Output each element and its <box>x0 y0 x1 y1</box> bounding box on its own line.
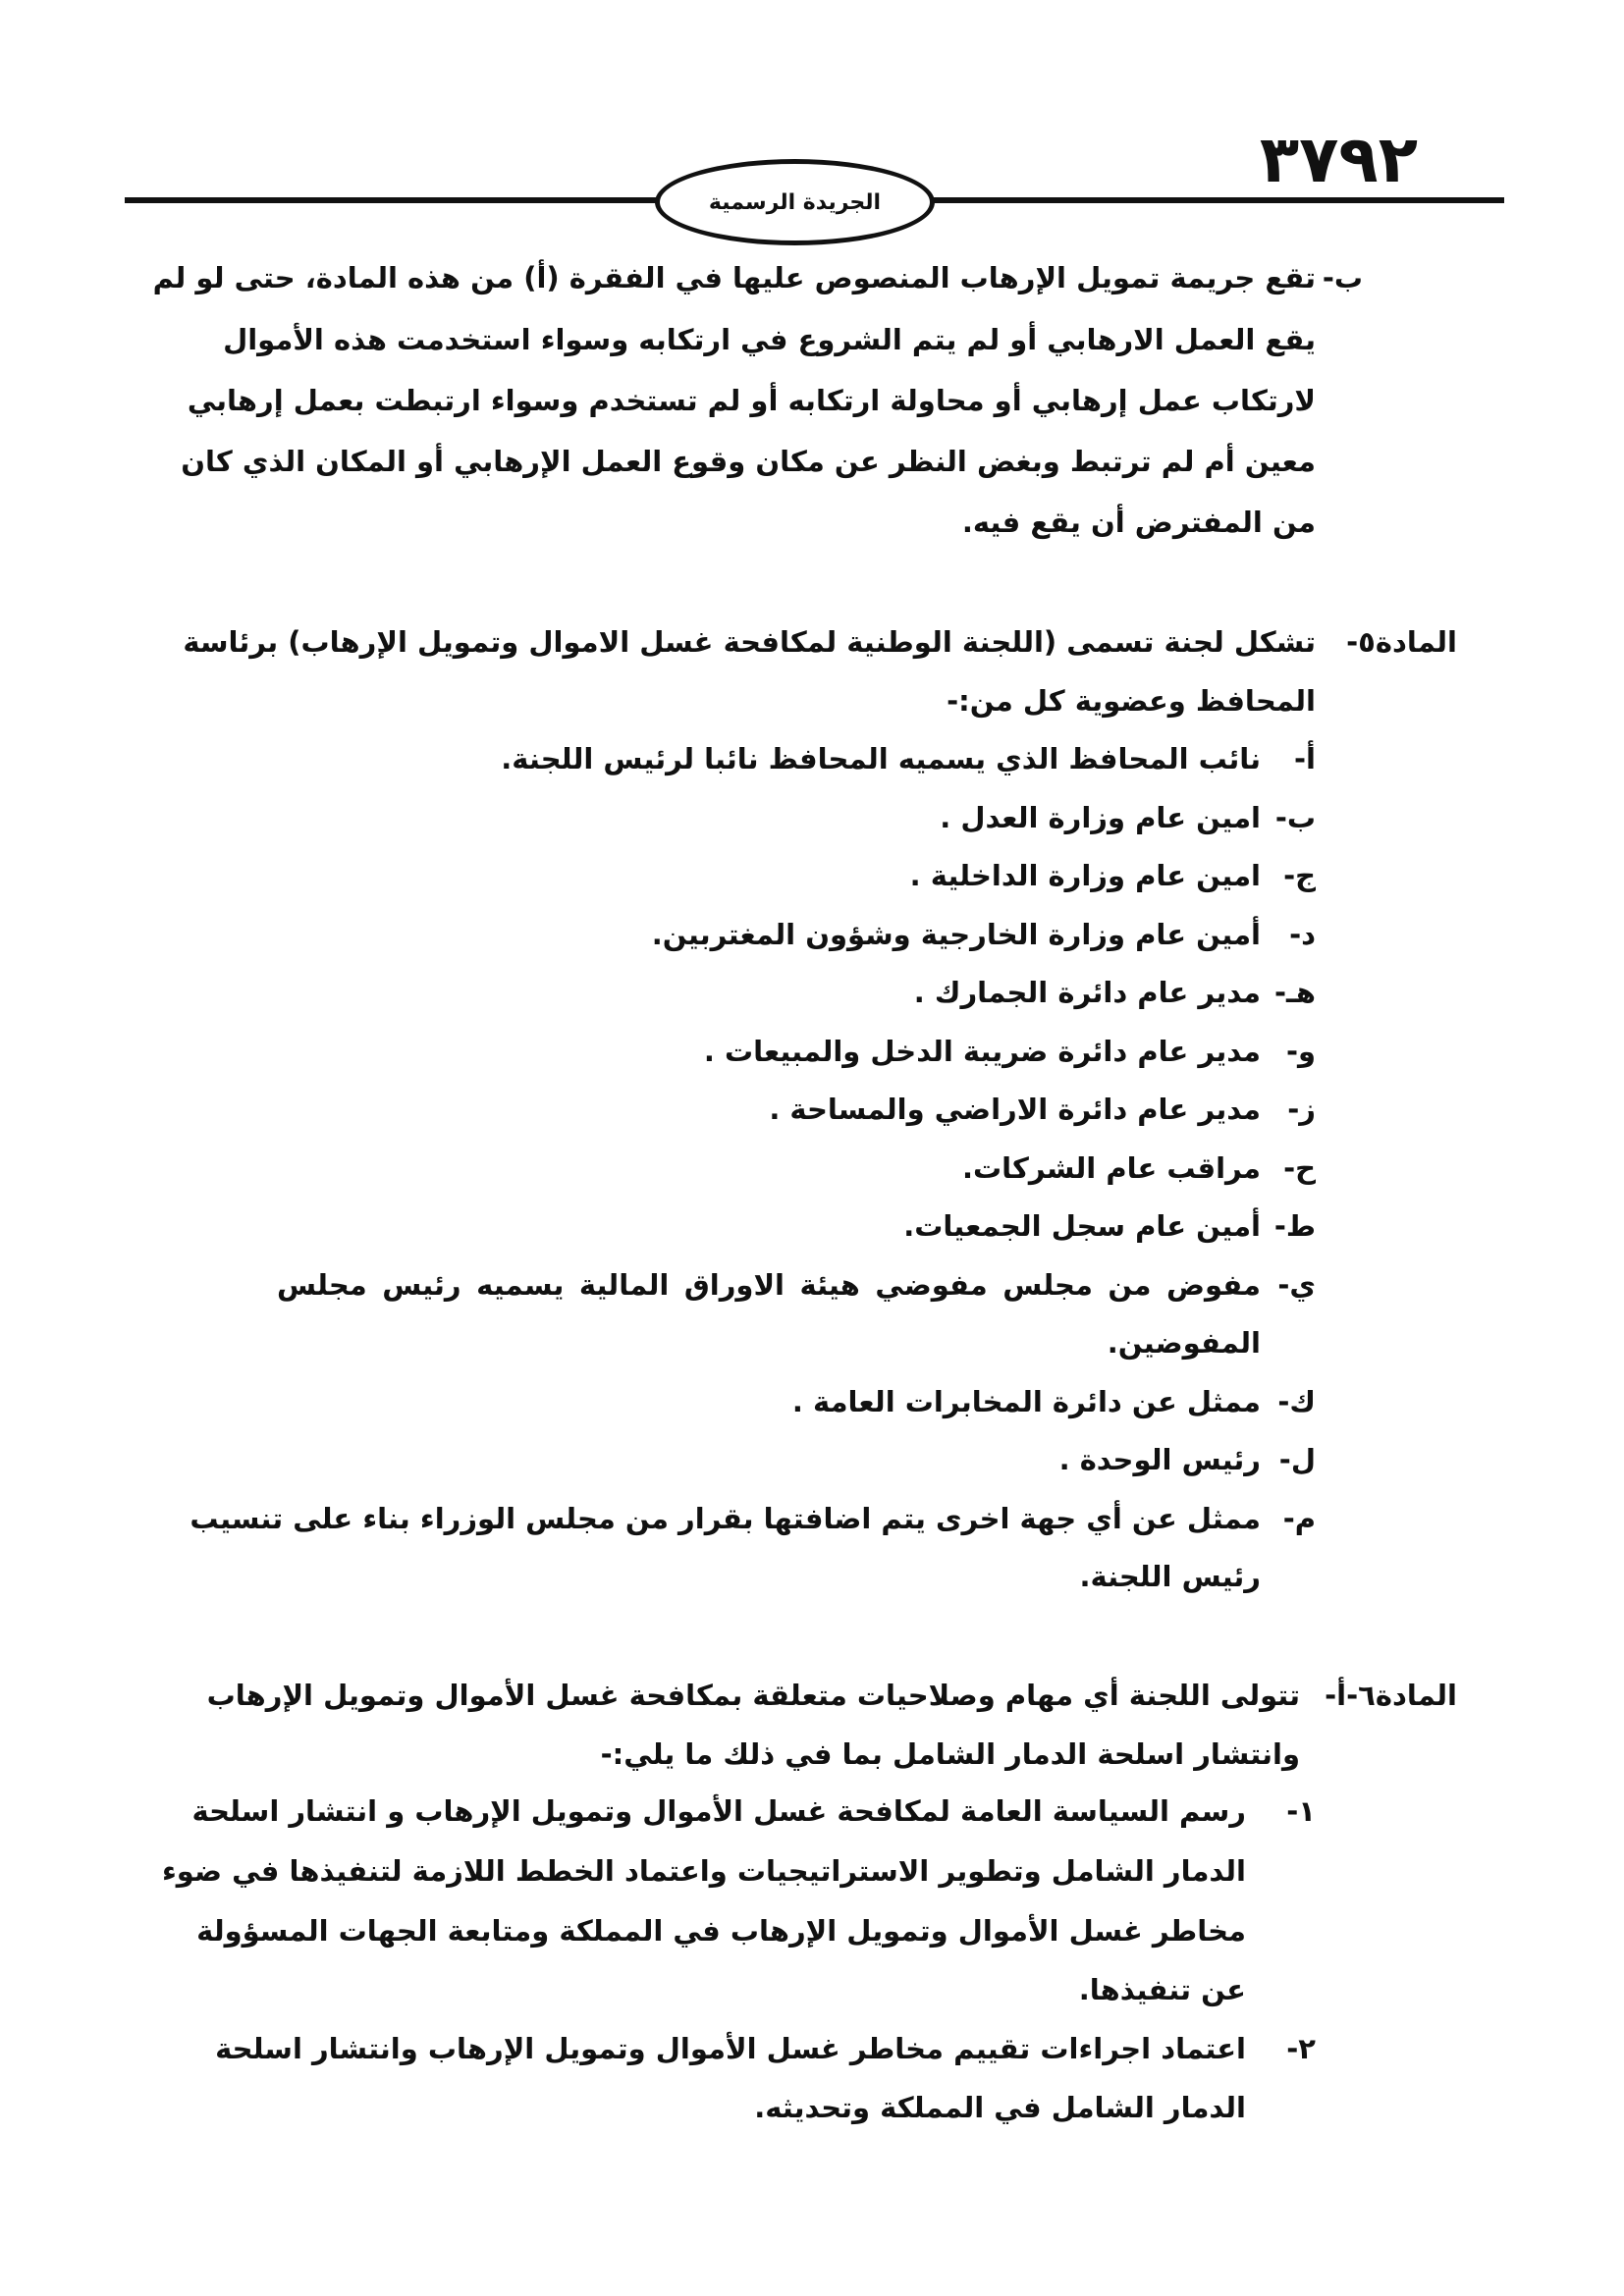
member-marker: هـ- <box>1273 976 1316 1009</box>
article-6-line: تتولى اللجنة أي مهام وصلاحيات متعلقة بمكافحة غسل الأموال وتمويل الإرهاب <box>206 1679 1300 1712</box>
clause-b-line: يقع العمل الارهابي أو لم يتم الشروع في ارتكابه وسواء استخدمت هذه الأموال <box>223 323 1316 356</box>
member-text: أمين عام سجل الجمعيات. <box>903 1209 1261 1243</box>
article-5-heading: المادة٥- <box>1346 625 1457 659</box>
item-marker: ١- <box>1286 1794 1316 1828</box>
clause-b-line: تقع جريمة تمويل الإرهاب المنصوص عليها في الفقرة (أ) من هذه المادة، حتى لو لم <box>152 261 1316 294</box>
member-marker: ي- <box>1277 1268 1316 1302</box>
clause-b-line: معين أم لم ترتبط وبغض النظر عن مكان وقوع العمل الإرهابي أو المكان الذي كان <box>181 445 1316 478</box>
member-marker: د- <box>1289 918 1316 951</box>
gazette-title: الجريدة الرسمية <box>708 189 882 215</box>
member-text: رئيس اللجنة. <box>1079 1560 1261 1593</box>
member-text: أمين عام وزارة الخارجية وشؤون المغتربين. <box>651 918 1261 951</box>
article-5-line: تشكل لجنة تسمى (اللجنة الوطنية لمكافحة غسل الاموال وتمويل الإرهاب) برئاسة <box>183 625 1316 659</box>
member-text: مدير عام دائرة الاراضي والمساحة . <box>769 1093 1261 1126</box>
clause-b-line: لارتكاب عمل إرهابي أو محاولة ارتكابه أو لم تستخدم وسواء ارتبطت بعمل إرهابي <box>187 384 1316 417</box>
member-marker: ح- <box>1283 1151 1316 1185</box>
article-6-line: وانتشار اسلحة الدمار الشامل بما في ذلك ما يلي:- <box>600 1737 1300 1771</box>
item-text: مخاطر غسل الأموال وتمويل الإرهاب في المملكة ومتابعة الجهات المسؤولة <box>196 1914 1246 1948</box>
item-text: رسم السياسة العامة لمكافحة غسل الأموال وتمويل الإرهاب و انتشار اسلحة <box>191 1794 1246 1828</box>
member-marker: أ- <box>1294 742 1316 775</box>
member-marker: ط- <box>1273 1209 1316 1243</box>
member-marker: م- <box>1282 1502 1316 1535</box>
member-text: مفوض من مجلس مفوضي هيئة الاوراق المالية يسميه رئيس مجلس <box>277 1268 1261 1302</box>
member-text: ممثل عن دائرة المخابرات العامة . <box>791 1385 1261 1418</box>
item-marker: ٢- <box>1286 2032 1316 2065</box>
member-text: مراقب عام الشركات. <box>961 1151 1261 1185</box>
member-marker: ج- <box>1283 859 1316 892</box>
member-text: مدير عام دائرة الجمارك . <box>913 976 1261 1009</box>
member-text: نائب المحافظ الذي يسميه المحافظ نائبا لرئيس اللجنة. <box>501 742 1261 775</box>
clause-b-marker: ب- <box>1322 261 1363 294</box>
item-text: عن تنفيذها. <box>1078 1973 1246 2006</box>
member-text: المفوضين. <box>1107 1326 1261 1360</box>
member-text: ممثل عن أي جهة اخرى يتم اضافتها بقرار من مجلس الوزراء بناء على تنسيب <box>189 1502 1261 1535</box>
member-marker: ز- <box>1287 1093 1316 1126</box>
clause-b-line: من المفترض أن يقع فيه. <box>961 506 1316 539</box>
member-marker: ب- <box>1274 801 1316 834</box>
member-text: امين عام وزارة الداخلية . <box>909 859 1261 892</box>
member-marker: ك- <box>1277 1385 1316 1418</box>
article-5-line: المحافظ وعضوية كل من:- <box>947 684 1316 718</box>
member-text: رئيس الوحدة . <box>1058 1443 1261 1476</box>
member-marker: ل- <box>1278 1443 1316 1476</box>
item-text: الدمار الشامل في المملكة وتحديثه. <box>754 2091 1246 2124</box>
member-marker: و- <box>1285 1035 1316 1068</box>
item-text: الدمار الشامل وتطوير الاستراتيجيات واعتماد الخطط اللازمة لتنفيذها في ضوء <box>161 1854 1246 1888</box>
item-text: اعتماد اجراءات تقييم مخاطر غسل الأموال وتمويل الإرهاب وانتشار اسلحة <box>215 2032 1246 2065</box>
page-number: ٣٧٩٢ <box>1259 122 1418 197</box>
member-text: مدير عام دائرة ضريبة الدخل والمبيعات . <box>703 1035 1261 1068</box>
article-6-heading: المادة٦-أ- <box>1325 1679 1457 1712</box>
member-text: امين عام وزارة العدل . <box>940 801 1261 834</box>
